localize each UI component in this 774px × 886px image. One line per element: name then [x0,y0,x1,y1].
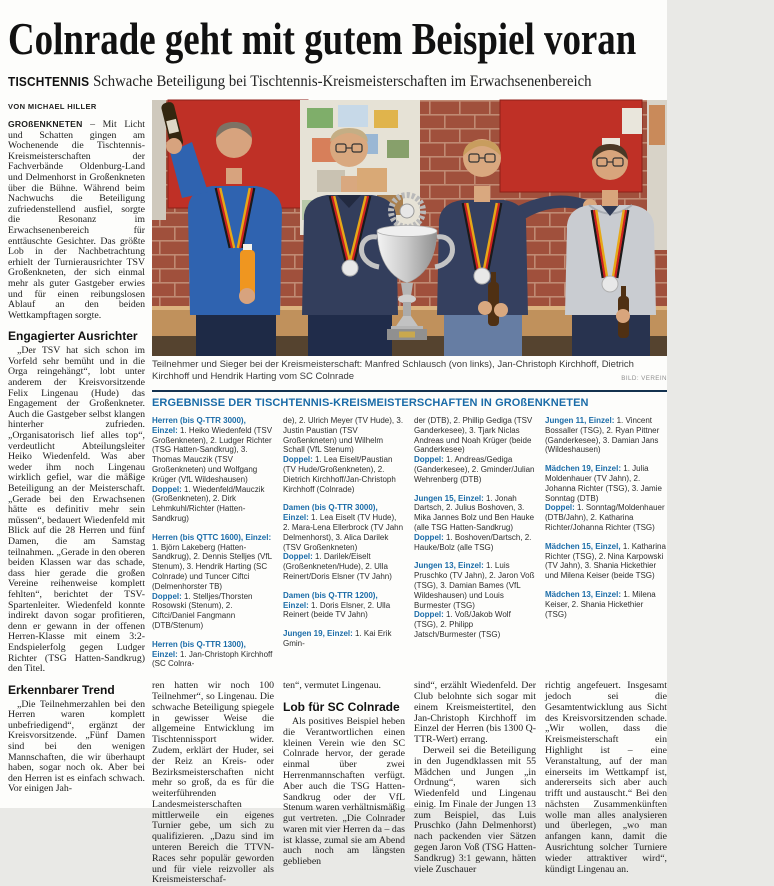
continuation-column-1 [152,681,274,886]
results-columns [152,416,667,669]
lead-location: GROßENKNETEN [8,119,83,129]
results-section [152,390,667,669]
result-entry: Jungen 19, Einzel: 1. Kai Erik Gmin- [283,629,392,648]
continuation-column-3 [414,681,536,886]
subhead-erkennbarer-trend: Erkennbarer Trend [8,682,115,697]
byline: VON MICHAEL HILLER [8,102,97,111]
photo-caption: Teilnehmer und Sieger bei der Kreismeisterschaft: Manfred Schlausch (von links), Jan-Christoph Kirchhoff, Dietrich Kirchhoff und Hendrik Harting vom SC Colnrade [152,359,634,382]
result-entry: der (DTB), 2. Phillip Gediga (TSV Ganderkesee), 3. Tjark Niclas Andreas und Noah Krüger (beide Ganderkesee) [414,416,533,455]
result-entry: Herren (bis Q-TTR 1300), Einzel: 1. Jan-Christoph Kirchhoff (SC Colnra- [152,639,273,669]
photo-caption-block [152,359,667,383]
article-left-column [8,100,145,886]
paragraph-text: – Mit Licht und Schatten gingen am Wochenende die Tischtennis-Kreismeisterschaften der Fachverbände Oldenburg-Land und Delmenhorst in Großenkneten über die Bühne. Während beim Nachwuchs die Beteiligung zufriedenstellend ausfiel, sorgte die Resonanz im Erwachsenenbereich für enttäuschte Gesichter. Das größte Lob in der Nachbetrachtung erhielt der Turnierausrichter TSV Großenkneten, der sich einmal mehr als guter Gastgeber erwies und für einen reibungslosen Ablauf an den beiden Wettkampftagen sorgte. [8,119,145,321]
article-paragraph: Als positives Beispiel heben die Verantwortlichen einen kleinen Verein wie den SC Colnrade hervor, der gerade einmal über zwei Herrenmannschaften verfügt. Aber auch die TSG Hatten-Sandkrug oder der VfL Stenum waren verhältnismäßig gut vertreten. „Die Colnrader waren mit vier Herren da – das ist klasse, zumal sie am Abend auch noch am längsten geblieben [283,715,405,868]
article-paragraph: ren hatten wir noch 100 Teilnehmer“, so Lingenau. Die schwache Beteiligung spiegele in gewisser Weise die allgemeine Entwicklung im Tischtennissport wider. Zudem, erklärt der Huder, sei der Reiz an Kreis- oder Bezirksmeisterschaften nicht mehr so groß, da es für die weiterführenden Landesmeisterschaften mittlerweile ein eigenes Turnier gebe, um sich zu qualifizieren. „Dazu sind im unteren Bereich die TTVN-Races sehr populär geworden und für viele reizvoller als Kreismeisterschaf- [152,680,274,886]
kicker-tag: TISCHTENNIS [8,75,90,89]
result-entry: Doppel: 1. Lea Eiselt/Paustian (TV Hude/Großenkneten), 2. Dietrich Kirchhoff/Jan-Christoph Kirchhoff (Colnrade) [283,455,396,494]
result-entry: Herren (bis QTTC 1600), Einzel: 1. Björn Lakeberg (Hatten-Sandkrug), 2. Dennis Stelljes (VfL Stenum), 3. Hendrik Harting (SC Colnrade) und Tuncer Ciftci (Delmenhorster TB) [152,532,272,591]
article-paragraph: ten“, vermutet Lingenau. [283,680,381,692]
article-paragraph: „Die Teilnehmerzahlen bei den Herren waren komplett unbefriedigend“, ergänzt der Kreisvorsitzende. „Fünf Damen sind bei den wenigen Mannschaften, die wir überhaupt haben, sogar noch ok. Aber bei den Herren ist es einfach schwach. Vor einigen Jah- [8,698,145,795]
result-entry: Jungen 13, Einzel: 1. Luis Pruschko (TV Jahn), 2. Jaron Voß (TSG), 3. Damian Bames (VfL Wildeshausen) und Louis Burmester (TSG) [414,561,535,610]
result-entry: Doppel: 1. Wiedenfeld/Mauczik (Großenkneten), 2. Dirk Lehmkuhl/Richter (Hatten-Sandkrug) [152,484,265,523]
result-entry: Damen (bis Q-TTR 1200), Einzel: 1. Doris Elsner, 2. Ulla Reinert (beide TV Jahn) [283,590,391,620]
result-entry: Mädchen 19, Einzel: 1. Julia Moldenhauer (TV Jahn), 2. Johanna Richter (TSG), 3. Jamie Sonntag (DTB) [545,464,662,503]
result-entry: Doppel: 1. Voß/Jakob Wolf (TSG), 2. Philipp Jatsch/Burmester (TSG) [414,610,511,639]
continuation-column-2 [283,681,405,886]
result-entry: Jungen 11, Einzel: 1. Vincent Bossaller (TSG), 2. Ryan Pittner (Ganderkesee), 3. Damian Jans (Wildeshausen) [545,416,660,455]
result-entry: Herren (bis Q-TTR 3000), Einzel: 1. Heiko Wiedenfeld (TSV Großenkneten), 2. Ludger Richter (TSG Hatten-Sandkrug), 3. Thomas Mauczik (TSV Großenkneten) und Wolfgang Krüger (VfL Wildeshausen) [152,416,273,484]
article-paragraph: Derweil sei die Beteiligung in den Jugendklassen mit 55 Mädchen und Jungen „in Ordnung“, waren sich Wiedenfeld und Lingenau einig. Im Finale der Jungen 13 zum Beispiel, das Luis Pruschko (Jahn Delmenhorst) nach packenden vier Sätzen gegen Jaron Voß (TSG Hatten-Sandkrug) 3:1 gewann, hätten viele Zuschauer [414,744,536,875]
article-paragraph: richtig angefeuert. Insgesamt jedoch sei die Gesamtentwicklung aus Sicht des Kreisvorsitzenden schade. „Wir wollen, dass die Kreismeisterschaft ein Highlight ist – eine Veranstaltung, auf der man einerseits im Wettkampf ist, andererseits sich aber auch trifft und austauscht.“ Bei den nächsten Zusammenkünften wolle man alles analysieren und überlegen, „wo man anfangen kann, damit die Ausrichtung solcher Turniere wieder attraktiver wird“, kündigt Lingenau an. [545,680,667,875]
article-continuation [152,681,667,886]
article-paragraph [8,119,145,321]
results-column-1 [152,416,273,669]
result-entry: Doppel: 1. Darilek/Eiselt (Großenkneten/Hude), 2. Ulla Reinert/Doris Elsner (TV Jahn) [283,552,392,581]
result-entry: Mädchen 15, Einzel, 1. Katharina Richter (TSG), 2. Nina Karpowski (TV Jahn), 3. Shania Hickethier und Milena Keiser (beide TSG) [545,541,666,581]
subhead-lob-fuer-sc-colnrade: Lob für SC Colnrade [283,699,400,714]
result-entry: Doppel: 1. Sonntag/Moldenhauer (DTB/Jahn), 2. Katharina Richter/Johanna Richter (TSG) [545,503,665,532]
content-columns [8,100,667,886]
result-entry: Damen (bis Q-TTR 3000), Einzel: 1. Lea Eiselt (TV Hude), 2. Mara-Lena Ellerbrock (TV Jahn Delmenhorst), 3. Alica Darilek (TSV Großenkneten) [283,503,404,552]
result-entry: Jungen 15, Einzel: 1. Jonah Dartsch, 2. Julius Boshoven, 3. Mika Jannes Bolz und Ben Hauke (alle TSG Hatten-Sandkrug) [414,493,535,532]
results-column-2 [283,416,404,669]
page-title: Colnrade geht mit gutem Beispiel voran [8,14,637,64]
article-paragraph: „Der TSV hat sich schon im Vorfeld sehr bemüht und in die Orga reingehängt“, lobt unter anderem der Kreisvorsitzende Felix Lingenau (Hude) das Engagement der Großenkneter. Auch die Gastgeber selbst klangen hinterher zufrieden. „Organisatorisch lief alles top“, verdeutlicht Abteilungsleiter Heiko Wiedenfeld. Was aber weder ihm noch Lingenau wirklich gefiel, war die mäßige Beteiligung an der Meisterschaft. „Gerade bei den Erwachsenen hätte es definitiv mehr sein müssen“, bedauert Wiedenfeld mit Blick auf die 28 Herren und fünf Damen, die am Samstag teilnahmen. „Gerade in den oberen beiden Klassen war das schade, dass hier gerade die großen Vereine reihenweise komplett fehlten“, berichtet der TSV-Spartenleiter. Wiedenfeld konnte indirekt davon sogar profitieren, denn er gewann in der offenen Herren-Klasse mit einem 3:2-Endspielerfolg gegen Ludger Richter (TSG Hatten-Sandkrug) den Titel. [8,345,145,675]
results-column-3 [414,416,535,669]
result-entry: Doppel: 1. Andreas/Gediga (Ganderkesee), 2. Gminder/Julian Wehrenberg (DTB) [414,455,535,484]
result-entry: Doppel: 1. Stelljes/Thorsten Rosowski (Stenum), 2. Ciftci/Daniel Fangmann (DTB/Stenum) [152,591,253,630]
subhead-engagierter-ausrichter: Engagierter Ausrichter [8,329,138,344]
continuation-column-4 [545,681,667,886]
article-paragraph: sind“, erzählt Wiedenfeld. Der Club belohnte sich sogar mit einem Kreismeistertitel, den Jan-Christoph Kirchhoff im Einzel der Herren (bis 1300 Q-TTR-Wert) errang. [414,680,536,746]
kicker [8,73,592,91]
kicker-text: Schwache Beteiligung bei Tischtennis-Kreismeisterschaften im Erwachsenenbereich [93,73,592,90]
result-entry: Doppel: 1. Boshoven/Dartsch, 2. Hauke/Bolz (alle TSG) [414,532,532,552]
results-header: ERGEBNISSE DER TISCHTENNIS-KREISMEISTERSCHAFTEN IN GROßENKNETEN [152,397,589,409]
photo-credit: BILD: VEREIN [617,375,667,382]
article-right-block [152,100,667,886]
group-photo [152,100,667,356]
results-column-4 [545,416,666,669]
result-entry: Mädchen 13, Einzel: 1. Milena Keiser, 2. Shania Hickethier (TSG) [545,589,656,619]
result-entry: de), 2. Ulrich Meyer (TV Hude), 3. Justin Paustian (TSV Großenkneten) und Wilhelm Schall (VfL Stenum) [283,416,404,455]
